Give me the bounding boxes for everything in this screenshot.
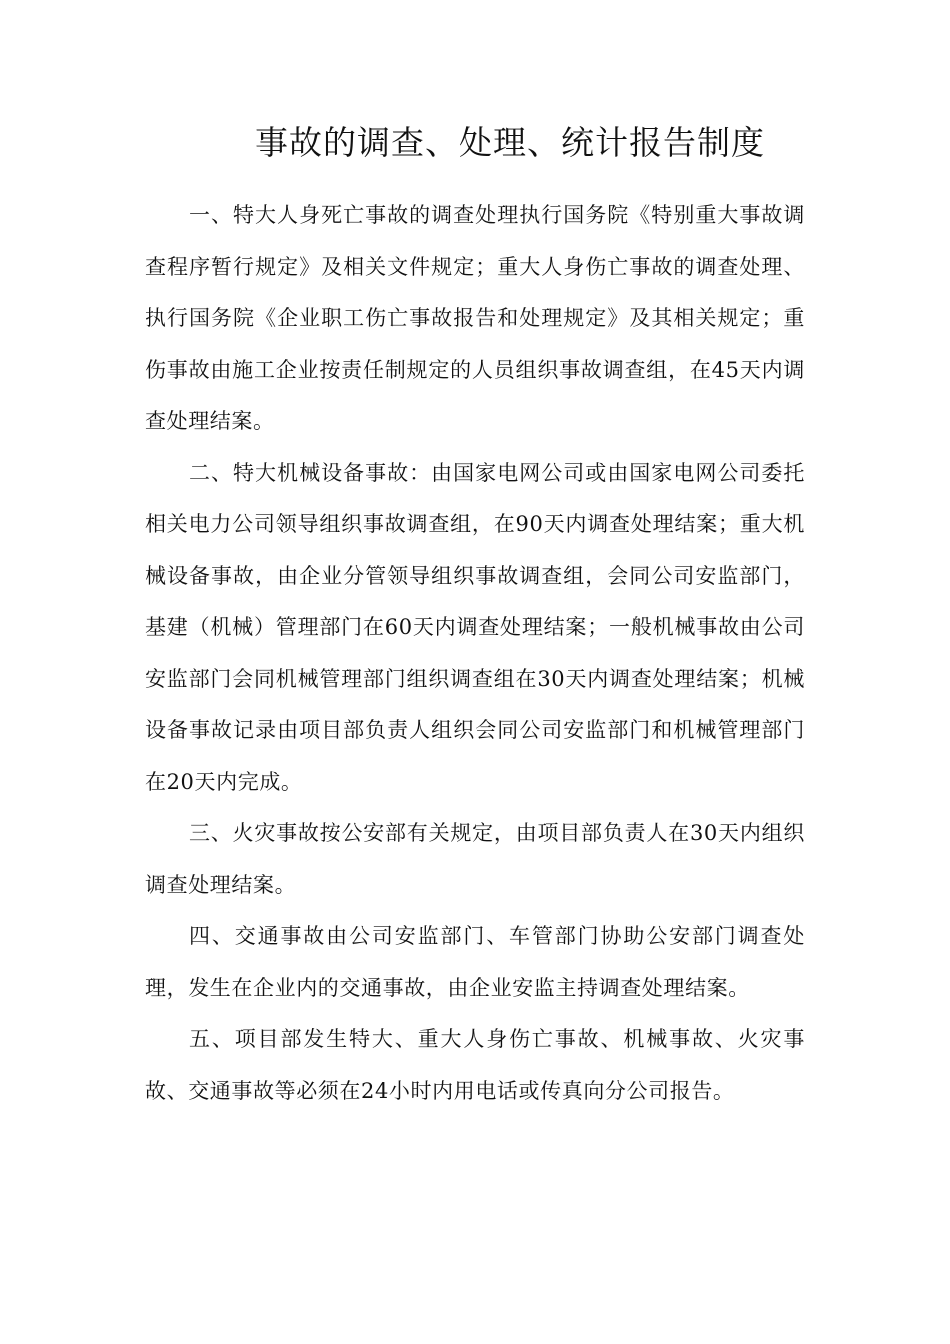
paragraph-4: 四、交通事故由公司安监部门、车管部门协助公安部门调查处理，发生在企业内的交通事故，由企业安监主持调查处理结案。	[145, 924, 805, 1000]
document-body	[145, 190, 805, 1117]
paragraph-5: 五、项目部发生特大、重大人身伤亡事故、机械事故、火灾事故、交通事故等必须在24小时内用电话或传真向分公司报告。	[145, 1027, 805, 1103]
document-title: 事故的调查、处理、统计报告制度	[255, 123, 765, 162]
paragraph-2: 二、特大机械设备事故：由国家电网公司或由国家电网公司委托相关电力公司领导组织事故调查组，在90天内调查处理结案；重大机械设备事故，由企业分管领导组织事故调查组，会同公司安监部门，基建（机械）管理部门在60天内调查处理结案；一般机械事故由公司安监部门会同机械管理部门组织调查组在30天内调查处理结案；机械设备事故记录由项目部负责人组织会同公司安监部门和机械管理部门在20天内完成。	[145, 460, 805, 794]
paragraph-3: 三、火灾事故按公安部有关规定，由项目部负责人在30天内组织调查处理结案。	[145, 821, 805, 897]
paragraph-1: 一、特大人身死亡事故的调查处理执行国务院《特别重大事故调查程序暂行规定》及相关文件规定；重大人身伤亡事故的调查处理、执行国务院《企业职工伤亡事故报告和处理规定》及其相关规定；重伤事故由施工企业按责任制规定的人员组织事故调查组，在45天内调查处理结案。	[145, 203, 805, 433]
